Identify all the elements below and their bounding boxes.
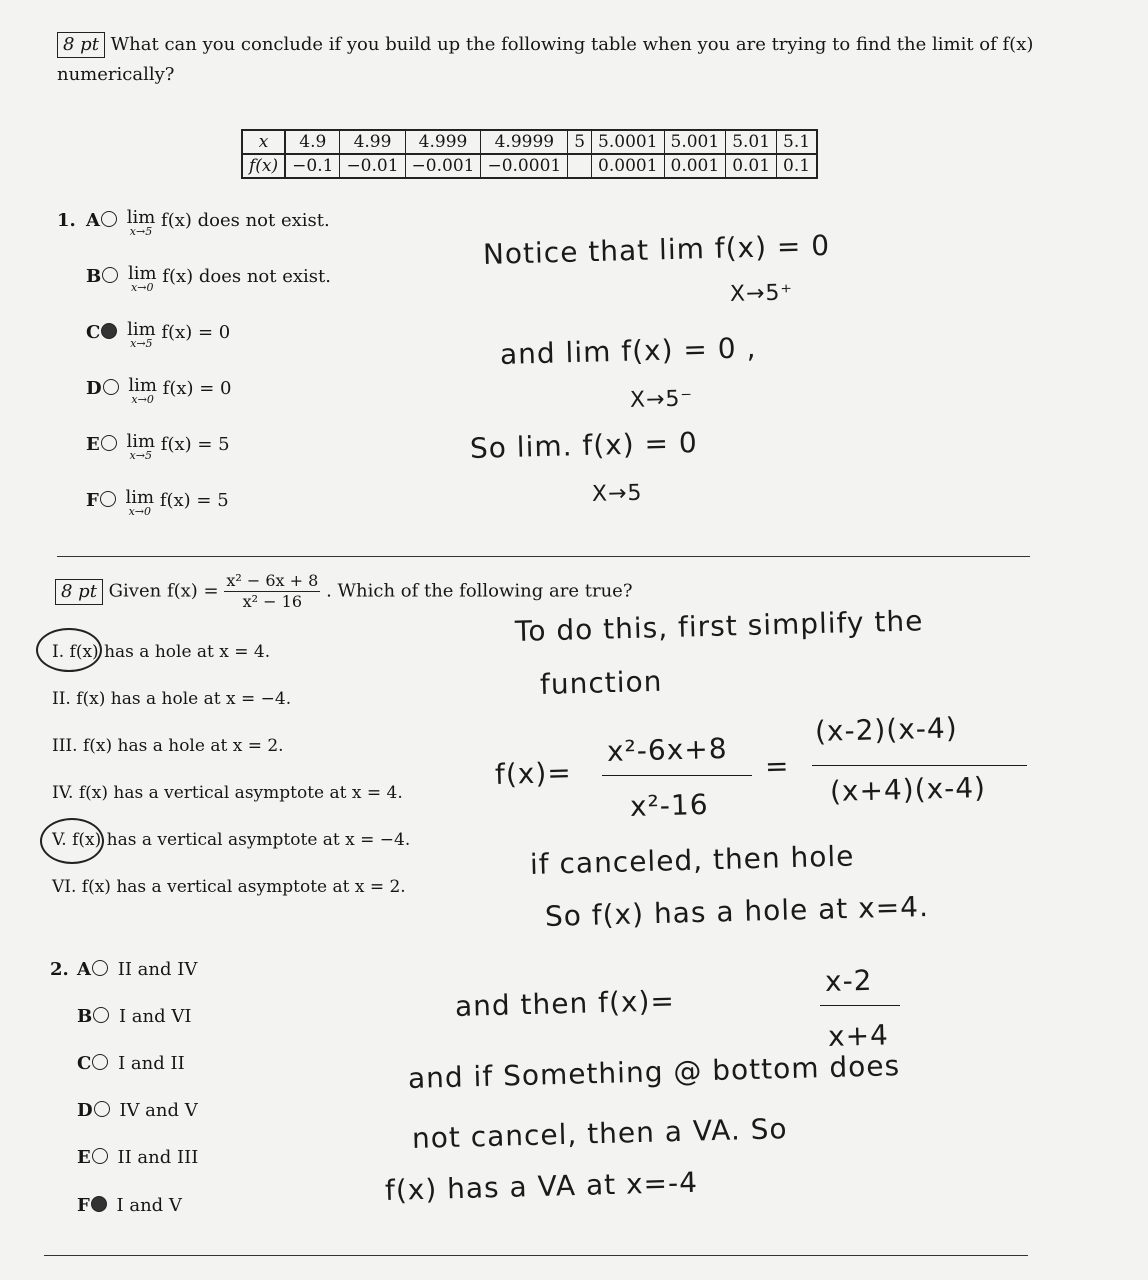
option-letter: B	[77, 1006, 93, 1027]
handwriting-line: So f(x) has a hole at x=4.	[544, 889, 930, 933]
table-row-x	[242, 130, 817, 154]
table-cell: 5	[568, 130, 592, 154]
limit-expr: lim x→5	[126, 207, 156, 238]
q2-option-d[interactable]	[77, 1099, 198, 1123]
table-cell: 0.1	[777, 154, 818, 178]
handwriting-line: and then f(x)=	[454, 984, 676, 1023]
handwriting-line: if canceled, then hole	[529, 839, 855, 881]
statement-6: VI. f(x) has a vertical asymptote at x = 2.	[52, 877, 406, 897]
radio-circle-icon[interactable]	[92, 1054, 108, 1070]
q1-option-c[interactable]	[86, 321, 230, 349]
q2-points-box: 8 pt	[55, 579, 103, 605]
q2-number: 2.	[50, 959, 69, 980]
q2-option-e[interactable]	[77, 1146, 198, 1170]
handwriting-sub: X→5⁻	[629, 386, 694, 413]
option-letter: F	[77, 1195, 90, 1216]
q1-option-f[interactable]	[86, 489, 229, 517]
q2-option-b[interactable]	[77, 1005, 191, 1029]
q2-option-a[interactable]	[77, 958, 197, 982]
radio-circle-icon[interactable]	[93, 1007, 109, 1023]
option-text: I and II	[118, 1053, 185, 1074]
q1-number: 1.	[57, 210, 76, 231]
handwriting-sub: X→5⁺	[729, 280, 794, 307]
table-header-fx: f(x)	[242, 154, 285, 178]
q2-option-f[interactable]	[77, 1194, 182, 1218]
option-letter: D	[86, 378, 102, 399]
statement-2: II. f(x) has a hole at x = −4.	[52, 689, 292, 709]
option-letter: A	[86, 210, 100, 231]
q1-option-b[interactable]	[86, 265, 331, 293]
radio-circle-icon[interactable]	[92, 1148, 108, 1164]
option-letter: F	[86, 490, 99, 511]
handdrawn-circle	[36, 628, 102, 672]
limit-expr: lim x→0	[128, 375, 157, 406]
divider	[57, 556, 1030, 557]
statement-1: I. f(x) has a hole at x = 4.	[52, 642, 271, 662]
handwriting-line: f(x) has a VA at x=-4	[384, 1165, 699, 1207]
handwriting-denominator: (x+4)(x-4)	[829, 770, 987, 808]
option-letter: E	[77, 1147, 91, 1168]
option-text: II and III	[117, 1147, 199, 1168]
handwriting-fraction-bar	[602, 775, 752, 776]
table-cell: 4.9	[285, 130, 340, 154]
radio-circle-icon[interactable]	[102, 267, 118, 283]
handwriting-line: Notice that lim f(x) = 0	[482, 228, 831, 271]
option-letter: C	[77, 1053, 92, 1074]
q1-option-e[interactable]	[86, 433, 230, 461]
handwriting-line: So lim. f(x) = 0	[469, 426, 699, 465]
q1-points-box: 8 pt	[57, 32, 105, 58]
table-cell: 5.1	[777, 130, 818, 154]
option-text: II and IV	[117, 959, 198, 980]
fraction-denominator: x² − 16	[242, 592, 303, 611]
handwriting-fx: f(x)=	[494, 755, 573, 791]
q1-header	[57, 32, 1033, 58]
table-cell: −0.0001	[481, 154, 568, 178]
q2-option-c[interactable]	[77, 1052, 185, 1076]
table-cell: −0.1	[285, 154, 340, 178]
q1-prompt-line2: numerically?	[57, 64, 175, 85]
option-letter: D	[77, 1100, 93, 1121]
radio-circle-icon[interactable]	[103, 379, 119, 395]
statement-4: IV. f(x) has a vertical asymptote at x = 4.	[52, 783, 403, 803]
statement-5: V. f(x) has a vertical asymptote at x = −4.	[52, 830, 411, 850]
limit-expr: lim x→5	[126, 431, 156, 462]
handwriting-line: and if Something @ bottom does	[407, 1049, 901, 1095]
table-cell	[568, 154, 592, 178]
handwriting-numerator: x²-6x+8	[606, 731, 728, 768]
handwriting-fraction-bar	[820, 1005, 900, 1006]
table-cell: 4.99	[340, 130, 405, 154]
handwriting-numerator: (x-2)(x-4)	[814, 711, 959, 748]
radio-circle-icon[interactable]	[100, 491, 116, 507]
option-text: f(x) does not exist.	[162, 266, 331, 287]
radio-filled-icon[interactable]	[101, 323, 117, 339]
option-text: f(x) = 0	[161, 322, 231, 343]
option-text: I and V	[116, 1195, 182, 1216]
table-header-x: x	[242, 130, 285, 154]
handwriting-fraction-bar	[812, 765, 1027, 766]
option-letter: C	[86, 322, 101, 343]
table-cell: −0.001	[405, 154, 481, 178]
handwriting-line: not cancel, then a VA. So	[411, 1112, 788, 1155]
handwriting-denominator: x+4	[827, 1018, 890, 1053]
option-letter: B	[86, 266, 102, 287]
q1-option-a[interactable]	[86, 209, 330, 237]
radio-filled-icon[interactable]	[91, 1196, 107, 1212]
fraction-numerator: x² − 6x + 8	[226, 571, 319, 590]
handdrawn-circle	[40, 818, 104, 864]
handwriting-denominator: x²-16	[629, 787, 709, 823]
value-table	[241, 129, 818, 179]
radio-circle-icon[interactable]	[101, 435, 117, 451]
divider	[44, 1255, 1028, 1256]
option-text: f(x) = 5	[160, 434, 230, 455]
handwriting-line: To do this, first simplify the	[514, 604, 924, 648]
limit-expr: lim x→0	[125, 487, 155, 518]
limit-expr: lim x→5	[127, 319, 156, 350]
option-text: f(x) = 5	[159, 490, 229, 511]
option-letter: A	[77, 959, 91, 980]
statement-3: III. f(x) has a hole at x = 2.	[52, 736, 284, 756]
q1-option-d[interactable]	[86, 377, 232, 405]
radio-circle-icon[interactable]	[94, 1101, 110, 1117]
table-cell: 4.999	[405, 130, 481, 154]
q2-question: . Which of the following are true?	[326, 580, 633, 602]
option-text: f(x) does not exist.	[161, 210, 330, 231]
limit-expr: lim x→0	[127, 263, 157, 294]
handwriting-equals: =	[764, 749, 790, 783]
option-letter: E	[86, 434, 100, 455]
radio-circle-icon[interactable]	[101, 211, 117, 227]
q2-given: Given f(x) =	[108, 580, 219, 602]
option-text: IV and V	[119, 1100, 198, 1121]
handwriting-sub: X→5	[591, 480, 643, 507]
handwriting-line: function	[539, 664, 663, 701]
handwriting-line: and lim f(x) = 0 ,	[499, 331, 757, 371]
table-cell: 5.01	[726, 130, 777, 154]
table-cell: −0.01	[340, 154, 405, 178]
table-cell: 5.0001	[592, 130, 664, 154]
table-cell: 0.0001	[592, 154, 664, 178]
handwriting-numerator: x-2	[824, 963, 873, 998]
table-cell: 5.001	[664, 130, 726, 154]
radio-circle-icon[interactable]	[92, 960, 108, 976]
table-cell: 4.9999	[481, 130, 568, 154]
table-cell: 0.001	[664, 154, 726, 178]
q2-header	[55, 571, 632, 612]
q1-prompt-line1: What can you conclude if you build up the following table when you are trying to find the limit of f(x)	[110, 34, 1034, 55]
option-text: I and VI	[118, 1006, 192, 1027]
q2-fraction	[224, 571, 320, 612]
table-row-fx	[242, 154, 817, 178]
table-cell: 0.01	[726, 154, 777, 178]
option-text: f(x) = 0	[162, 378, 232, 399]
